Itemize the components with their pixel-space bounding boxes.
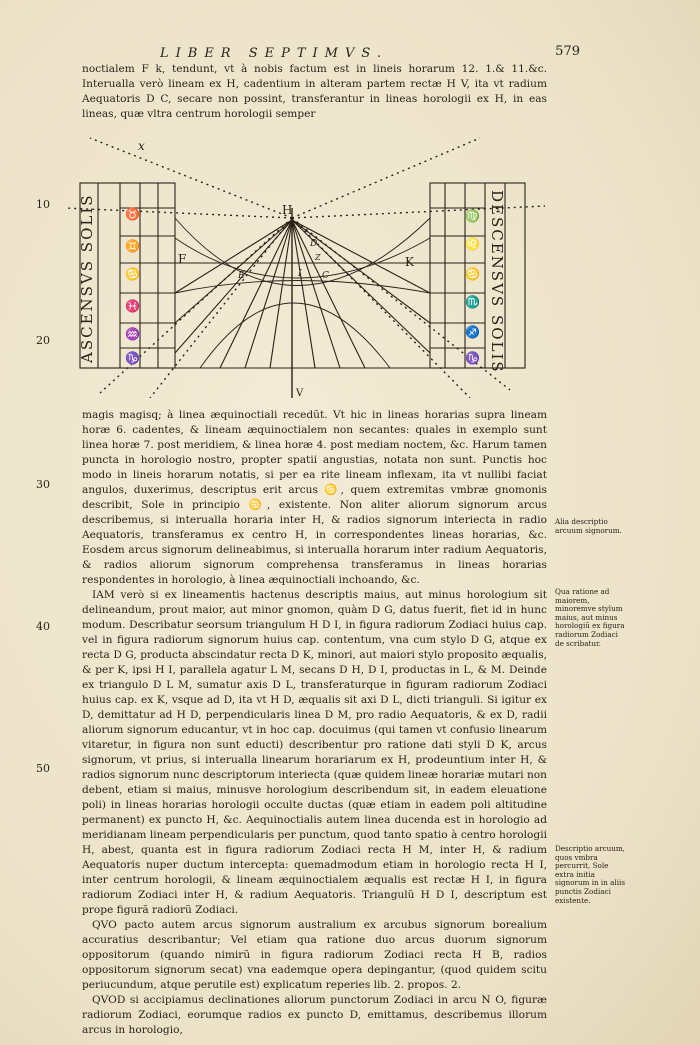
svg-text:♓: ♓	[125, 299, 140, 313]
sundial-figure	[60, 118, 550, 398]
ascensus-solis-label: ASCENSVS SOLIS	[78, 193, 96, 363]
intro-paragraph: noctialem F k, tendunt, vt à nobis factum est in lineis horarum 12. 1.& 11.&c. Interualla verò lineam ex H, cadentium in alteram partem rectæ H V, ita vt radium Aequatoris D C, secare non possint, transferantur in lineas horologii ex H, in eas lineas, quæ vltra centrum horologii semper	[82, 63, 547, 120]
svg-text:♉: ♉	[125, 207, 140, 221]
letter-x: x	[138, 139, 145, 153]
intro-text-block	[82, 62, 547, 122]
descensus-solis-label: DESCENSVS SOLIS	[488, 190, 506, 374]
letter-v: V	[296, 388, 304, 398]
letter-c: C	[322, 271, 329, 281]
running-head: LIBER SEPTIMVS.	[160, 46, 388, 61]
svg-text:♑: ♑	[465, 351, 480, 365]
letter-i: I	[298, 269, 302, 279]
svg-text:♌: ♌	[465, 237, 480, 251]
margin-note-1: Alia descriptio arcuum signorum.	[555, 517, 622, 535]
paragraph-2: IAM verò si ex lineamentis hactenus descriptis maius, aut minus horologium sit delineandum, prout maior, aut minor gnomon, quàm D G, datus fuerit, fiet id in hunc modum. Describatur seorsum triangulum H D I, in figura radiorum Zodiaci huius cap. vel in figura radiorum signorum huius cap. contentum, vna cum stylo D G, atque ex recta D G, producta abscindatur recta D K, minori, aut maiori stylo proposito æqualis, & per K, ipsi H I, parallela agatur L M, secans D H, D I, productas in L, & M. Deinde ex triangulo D L M, sumatur axis D L, transferaturque in figuram radiorum Zodiaci huius cap. ex K, vsque ad D, ita vt H D, æqualis sit axi D L, dicti trianguli. Si igitur ex D, demittatur ad H D, perpendicularis linea D M, pro radio Aequatoris, & ex D, radii aliorum signorum educantur, vt in hoc cap. docuimus (qui tamen vt confusio linearum vitaretur, in figura non sunt educti) describentur pro ratione dati styli D K, arcus signorum, vt prius, si interualla linearum horariarum ex H, prodeuntium inter H, & radios signorum nunc descriptorum interiecta (quæ quidem lineæ horariæ mutari non debent, etiam si maius, minusve horologium describendum sit, in eadem eleuatione poli) in lineas horarias horologii occulte ductas (quæ etiam in eadem poli altitudine permanent) ex puncto H, &c. Aequinoctialis autem linea ducenda est in horologio ad meridianam lineam perpendicularis per punctum, quod tanto spatio à centro horologii H, abest, quanta est in figura radiorum Zodiaci recta H M, inter H, & radium Aequatoris nuper ductum intercepta: quemadmodum etiam in horologio recta H I, inter centrum horologii, & lineam æquinoctialem æqualis est rectæ H I, in figura radiorum Zodiaci inter H, & radium Aequatoris. Triangulũ H D I, descriptum est prope figurã radiorũ Zodiaci.	[82, 589, 547, 916]
margin-note-2: Qua ratione ad maiorem, minoremve stylum maius, aut minus horologiũ ex figura radiorum Zodiaci de scribatur.	[555, 587, 625, 648]
svg-text:♑: ♑	[125, 351, 140, 365]
letter-e: E	[238, 271, 245, 281]
svg-text:♏: ♏	[465, 295, 480, 309]
letter-h: H	[282, 203, 293, 217]
main-text-block	[82, 408, 547, 1038]
letter-k: K	[405, 255, 414, 269]
line-number-20: 20	[36, 334, 50, 347]
line-number-10: 10	[36, 198, 50, 211]
page-number: 579	[555, 44, 580, 59]
paragraph-3: QVO pacto autem arcus signorum australium ex arcubus signorum borealium accuratius describantur; Vel etiam qua ratione duo arcus duorum signorum oppositorum (quando nimirũ in figura radiorum Zodiaci recta H B, radios oppositorum signorum secat) vna eademque opera depingantur, (quod quidem scitu periucundum, atque perutile est) explicatum reperies lib. 2. propos. 2.	[82, 919, 547, 991]
svg-text:♋: ♋	[125, 267, 140, 281]
letter-d: D	[310, 239, 318, 249]
svg-text:♋: ♋	[465, 267, 480, 281]
svg-text:♐: ♐	[465, 325, 480, 339]
margin-note-3: Descriptio arcuum, quos vmbra percurrit, Sole extra initia signorum in in aliis punctis Zodiaci existente.	[555, 844, 626, 905]
letter-z: Z	[315, 253, 321, 262]
letter-f: F	[178, 252, 187, 266]
svg-text:♊: ♊	[125, 239, 140, 253]
paragraph-4: QVOD si accipiamus declinationes aliorum punctorum Zodiaci in arcu N O, figuræ radiorum Zodiaci, eorumque radios ex puncto D, emittamus, describemus illorum arcus in horologio,	[82, 994, 547, 1036]
line-number-40: 40	[36, 620, 50, 633]
line-number-30: 30	[36, 478, 50, 491]
svg-text:♍: ♍	[465, 209, 480, 223]
paragraph-1: magis magisq; à linea æquinoctiali recedũt. Vt hic in lineas horarias supra lineam horæ 6. cadentes, & lineam æquinoctialem non secantes: quales in exemplo sunt linea horæ 7. post meridiem, & linea horæ 4. post mediam noctem, &c. Harum tamen puncta in horologio nostro, propter spatii angustias, notata non sunt. Punctis hoc modo in lineis horarum notatis, si per ea rite lineam inflexam, ita vt nullibi faciat angulos, duxerimus, descriptus erit arcus ♋, quem extremitas vmbræ gnomonis describit, Sole in principio ♋, existente. Non aliter aliorum signorum arcus describemus, si interualla horaria inter H, & radios signorum interiecta in radio Aequatoris, transferamus ex centro H, in correspondentes lineas horarias, &c. Eosdem arcus signorum delineabimus, si interualla horarum inter radium Aequatoris, & radios aliorum signorum comprehensa transferamus in lineas horarias respondentes in horologio, à linea æquinoctiali inchoando, &c.	[82, 409, 547, 586]
svg-text:♒: ♒	[125, 327, 140, 341]
line-number-50: 50	[36, 762, 50, 775]
